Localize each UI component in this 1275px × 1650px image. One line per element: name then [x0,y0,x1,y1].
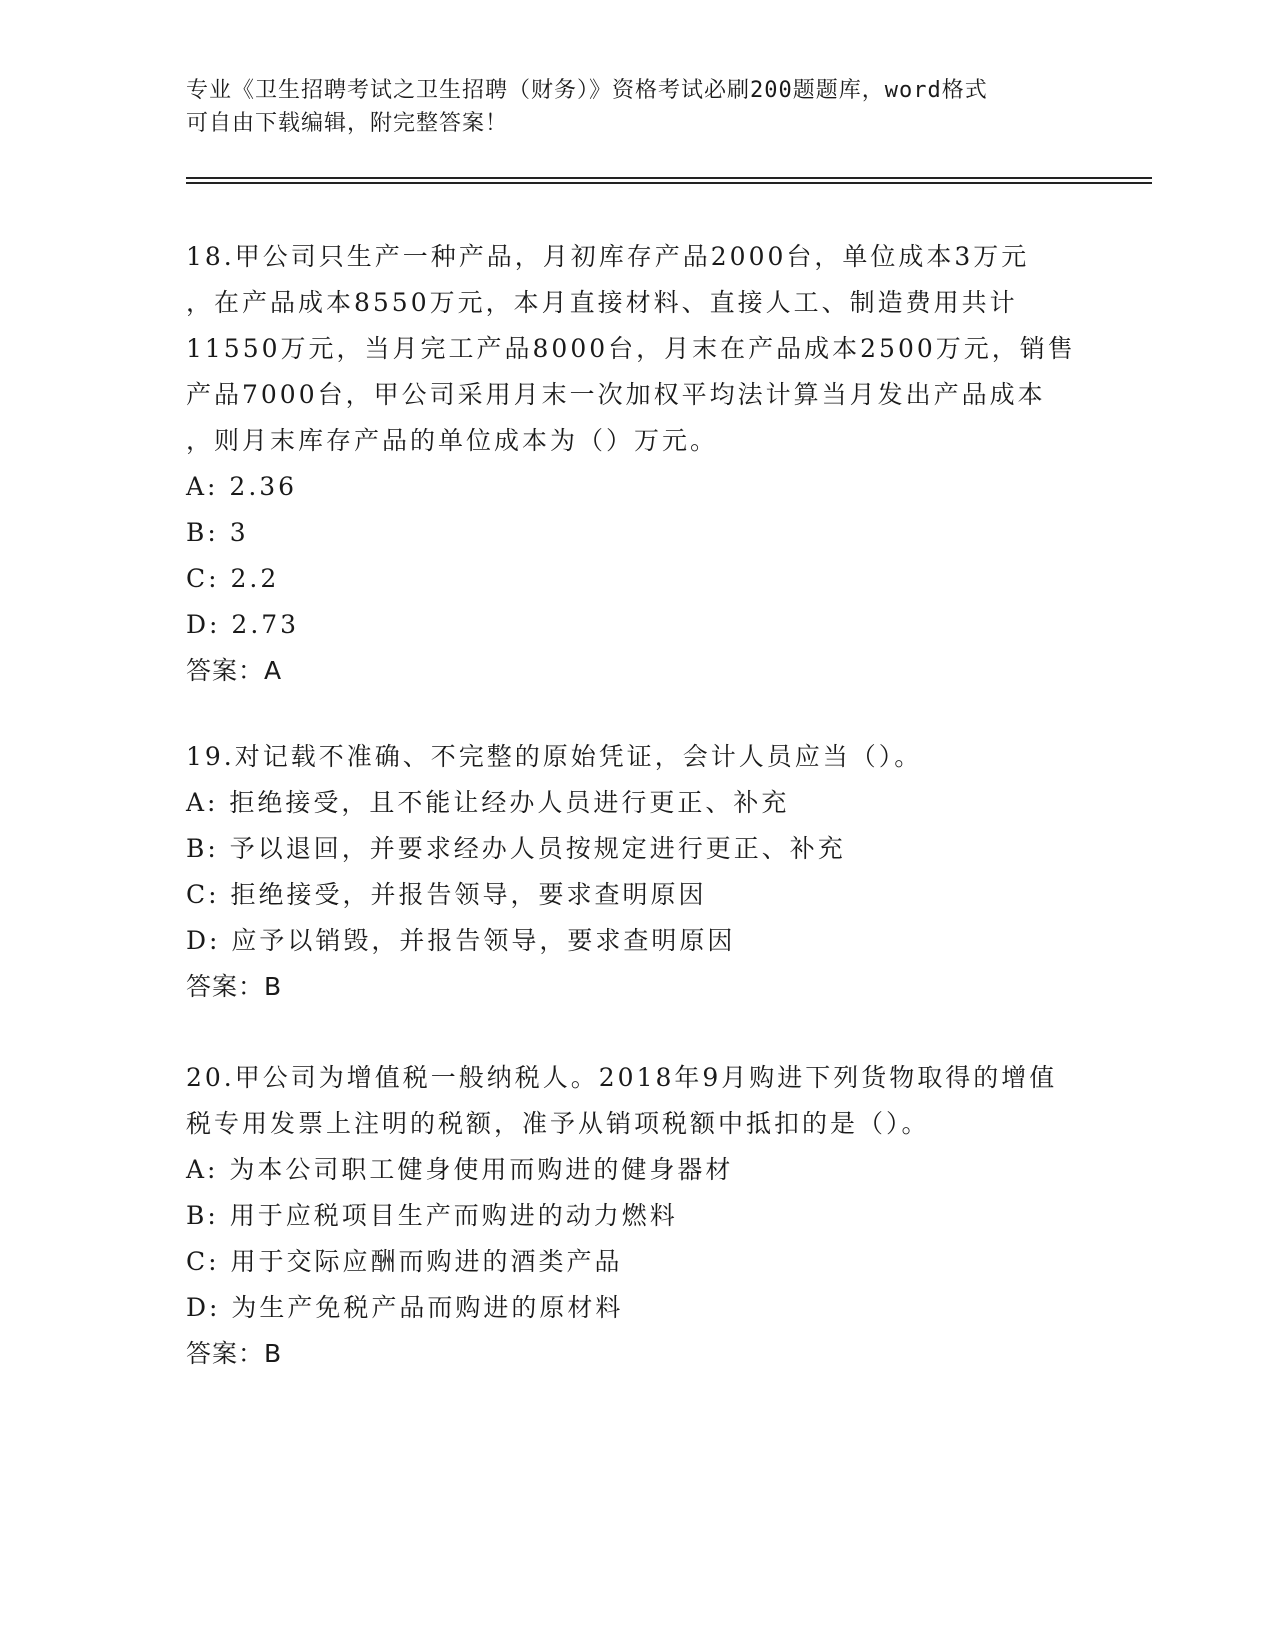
answer-label: 答案：B [186,1339,283,1368]
question-stem-line: 20.甲公司为增值税一般纳税人。2018年9月购进下列货物取得的增值 [186,1063,1058,1092]
header-line-2: 可自由下载编辑，附完整答案！ [186,111,509,136]
answer-label: 答案：A [186,656,283,685]
question-stem-line: 11550万元，当月完工产品8000台，月末在产品成本2500万元，销售 [186,334,1076,363]
question-18 [186,234,1086,694]
header-divider-bottom [186,182,1152,184]
option-c: C: 拒绝接受，并报告领导，要求查明原因 [186,880,707,909]
option-b: B: 予以退回，并要求经办人员按规定进行更正、补充 [186,834,846,863]
header-divider-top [186,177,1152,179]
question-stem-line: 18.甲公司只生产一种产品，月初库存产品2000台，单位成本3万元 [186,242,1030,271]
option-d: D: 应予以销毁，并报告领导，要求查明原因 [186,926,736,955]
question-stem-line: ，在产品成本8550万元，本月直接材料、直接人工、制造费用共计 [186,288,1018,317]
header-line-1: 专业《卫生招聘考试之卫生招聘（财务）》资格考试必刷200题题库，word格式 [186,78,988,103]
option-d: D: 为生产免税产品而购进的原材料 [186,1293,624,1322]
option-a: A: 拒绝接受，且不能让经办人员进行更正、补充 [186,788,790,817]
option-c: C: 用于交际应酬而购进的酒类产品 [186,1247,623,1276]
answer-label: 答案：B [186,972,283,1001]
option-a: A: 为本公司职工健身使用而购进的健身器材 [186,1155,734,1184]
option-b: B: 用于应税项目生产而购进的动力燃料 [186,1201,678,1230]
question-stem-line: 19.对记载不准确、不完整的原始凭证，会计人员应当（）。 [186,742,923,771]
question-stem-line: 税专用发票上注明的税额，准予从销项税额中抵扣的是（）。 [186,1109,930,1138]
question-20 [186,1055,1086,1377]
question-stem-line: ，则月末库存产品的单位成本为（）万元。 [186,426,719,455]
question-19 [186,734,1086,1010]
option-c: C: 2.2 [186,564,280,593]
option-d: D: 2.73 [186,610,300,639]
question-stem-line: 产品7000台，甲公司采用月末一次加权平均法计算当月发出产品成本 [186,380,1046,409]
option-a: A: 2.36 [186,472,298,501]
option-b: B: 3 [186,518,249,547]
document-header [186,74,1086,140]
